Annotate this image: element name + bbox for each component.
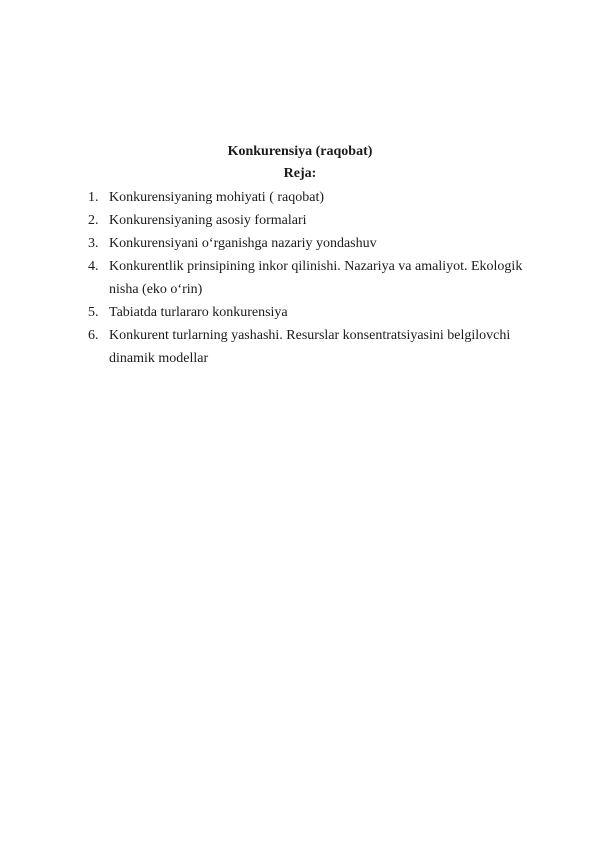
list-item-number: 4. [88,259,99,274]
list-item-text: Tabiatda turlararo konkurensiya [109,305,288,320]
list-item-number: 3. [88,236,99,251]
list-item-number: 6. [88,328,99,343]
list-item [88,232,548,255]
list-item-text: Konkurentlik prinsipining inkor qilinishi. Nazariya va amaliyot. Ekologik nisha (eko o‘rin) [109,259,523,297]
list-item-text: Konkurensiyaning asosiy formalari [109,213,307,228]
list-item [88,209,548,232]
list-item-text: Konkurensiyaning mohiyati ( raqobat) [109,190,325,205]
list-item-text: Konkurent turlarning yashashi. Resurslar konsentratsiyasini belgilovchi dinamik modellar [109,328,511,366]
list-item [88,324,548,370]
plan-list [88,186,548,370]
list-item [88,186,548,209]
list-item-text: Konkurensiyani o‘rganishga nazariy yondashuv [109,236,377,251]
list-item-number: 2. [88,213,99,228]
list-item-number: 5. [88,305,99,320]
list-item-number: 1. [88,190,99,205]
list-item [88,255,548,301]
list-item [88,301,548,324]
document-title: Konkurensiya (raqobat) [227,144,373,159]
plan-heading: Reja: [283,166,317,181]
